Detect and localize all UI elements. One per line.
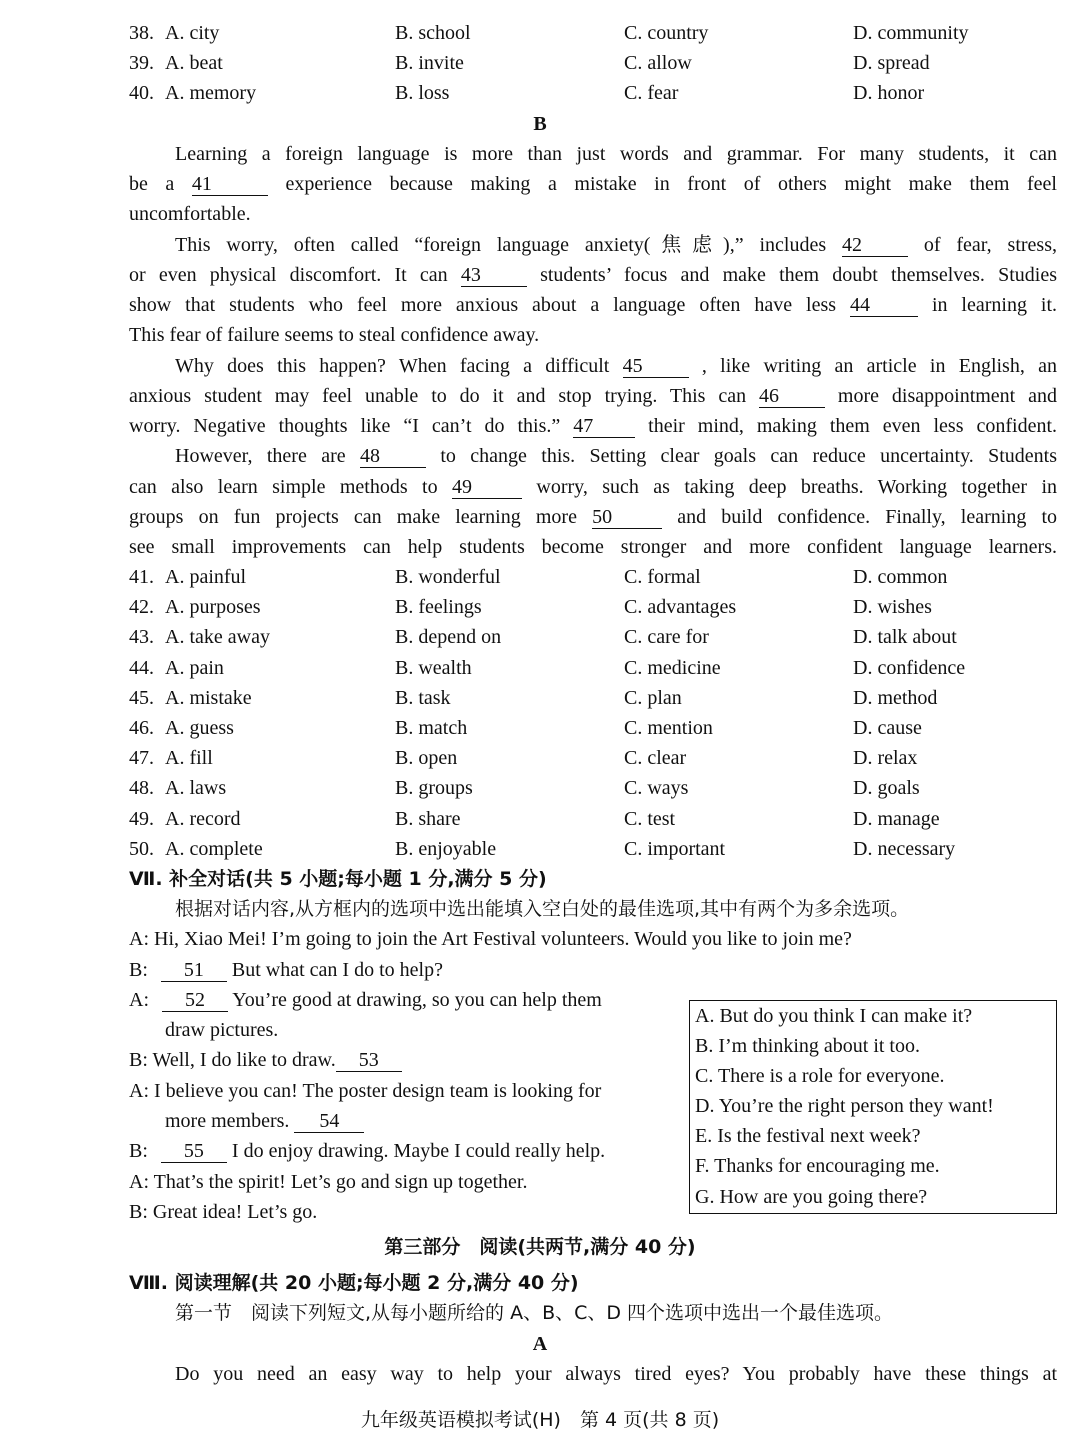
box-option: A. But do you think I can make it?	[695, 1005, 973, 1027]
reading-a-line: Do you need an easy way to help your always tired eyes? You probably have these things at	[175, 1363, 1057, 1385]
passage-line: see small improvements can help students become stronger and more confident language learners.	[129, 536, 1057, 558]
question-number: 44.	[129, 656, 154, 679]
passage-line: anxious student may feel unable to do it and stop trying. This can 46 more disappointment and	[129, 385, 1058, 407]
section-7-heading: Ⅶ. 补全对话(共 5 小题;每小题 1 分,满分 5 分)	[129, 868, 547, 890]
option-c: C. country	[624, 22, 709, 44]
option-c: C. plan	[624, 686, 682, 709]
blank-45: 45	[623, 355, 689, 378]
option-d: D. cause	[853, 717, 922, 739]
page-footer: 九年级英语模拟考试(H) 第 4 页(共 8 页)	[360, 1409, 720, 1431]
blank-43: 43	[461, 264, 527, 287]
passage-line: However, there are 48 to change this. Setting clear goals can reduce uncertainty. Students	[175, 445, 1058, 467]
option-b: B. groups	[395, 777, 473, 800]
question-number: 39.	[129, 52, 154, 75]
option-b: B. wonderful	[395, 566, 501, 588]
option-c: C. advantages	[624, 596, 737, 619]
option-b: B. share	[395, 807, 461, 830]
option-c: C. allow	[624, 52, 692, 75]
passage-line: show that students who feel more anxious about a language often have less 44 in learning it.	[129, 294, 1058, 316]
option-b: B. enjoyable	[395, 837, 497, 860]
option-b: B. depend on	[395, 626, 502, 649]
section-8-heading: Ⅷ. 阅读理解(共 20 小题;每小题 2 分,满分 40 分)	[129, 1272, 579, 1294]
section-8-instruction: 第一节 阅读下列短文,从每小题所给的 A、B、C、D 四个选项中选出一个最佳选项。	[175, 1302, 894, 1324]
reading-a-title: A	[532, 1333, 548, 1355]
option-c: C. care for	[624, 626, 709, 649]
option-d: D. manage	[853, 807, 940, 830]
option-a: A. painful	[165, 566, 247, 588]
option-c: C. important	[624, 837, 726, 860]
dialogue-line: draw pictures.	[165, 1019, 279, 1041]
option-c: C. medicine	[624, 656, 721, 679]
option-d: D. method	[853, 686, 938, 709]
question-number: 47.	[129, 747, 154, 770]
option-d: D. relax	[853, 747, 918, 770]
box-option: E. Is the festival next week?	[695, 1125, 921, 1147]
option-b: B. open	[395, 747, 458, 770]
dialogue-line: B: 51 But what can I do to help?	[129, 959, 443, 981]
option-b: B. wealth	[395, 656, 472, 679]
option-b: B. invite	[395, 52, 464, 75]
option-d: D. wishes	[853, 596, 932, 619]
option-d: D. necessary	[853, 837, 956, 860]
blank-46: 46	[759, 385, 825, 408]
passage-line: Learning a foreign language is more than just words and grammar. For many students, it can	[175, 143, 1057, 165]
box-option: F. Thanks for encouraging me.	[695, 1155, 940, 1177]
option-d: D. community	[853, 22, 969, 44]
option-c: C. clear	[624, 747, 687, 770]
passage-line: can also learn simple methods to 49 worry, such as taking deep breaths. Working together in	[129, 476, 1058, 498]
blank-44: 44	[850, 294, 918, 317]
question-number: 43.	[129, 626, 154, 649]
option-b: B. school	[395, 22, 471, 44]
option-d: D. talk about	[853, 626, 957, 649]
option-d: D. honor	[853, 82, 925, 105]
option-a: A. pain	[165, 656, 224, 679]
box-option: D. You’re the right person they want!	[695, 1095, 994, 1117]
blank-52: 52	[162, 989, 228, 1012]
dialogue-line: B: 55 I do enjoy drawing. Maybe I could really help.	[129, 1140, 606, 1162]
option-d: D. confidence	[853, 656, 966, 679]
blank-54: 54	[294, 1110, 364, 1133]
option-a: A. memory	[165, 82, 257, 105]
option-b: B. match	[395, 717, 468, 739]
box-option: G. How are you going there?	[695, 1186, 928, 1208]
part-3-heading: 第三部分 阅读(共两节,满分 40 分)	[384, 1236, 696, 1258]
option-c: C. ways	[624, 777, 689, 800]
question-number: 38.	[129, 22, 154, 44]
option-a: A. beat	[165, 52, 223, 75]
box-option: C. There is a role for everyone.	[695, 1065, 945, 1087]
option-b: B. loss	[395, 82, 450, 105]
dialogue-line: A: That’s the spirit! Let’s go and sign up together.	[129, 1171, 528, 1193]
option-a: A. complete	[165, 837, 263, 860]
section-7-instruction: 根据对话内容,从方框内的选项中选出能填入空白处的最佳选项,其中有两个为多余选项。	[175, 898, 910, 920]
section-b-title: B	[533, 113, 547, 135]
option-a: A. record	[165, 807, 241, 830]
dialogue-line: A: 52 You’re good at drawing, so you can help them	[129, 989, 602, 1011]
question-number: 50.	[129, 837, 154, 860]
passage-line: be a 41 experience because making a mistake in front of others might make them feel	[129, 173, 1057, 195]
blank-42: 42	[842, 234, 908, 257]
passage-line: Why does this happen? When facing a difficult 45 , like writing an article in English, an	[175, 355, 1057, 377]
question-number: 40.	[129, 82, 154, 105]
dialogue-options-box	[689, 1000, 1057, 1214]
question-number: 48.	[129, 777, 154, 800]
option-b: B. task	[395, 686, 451, 709]
option-a: A. mistake	[165, 686, 252, 709]
question-number: 46.	[129, 717, 154, 739]
option-d: D. goals	[853, 777, 920, 800]
blank-49: 49	[452, 476, 522, 499]
option-c: C. mention	[624, 717, 713, 739]
question-number: 45.	[129, 686, 154, 709]
blank-51: 51	[161, 959, 227, 982]
option-d: D. spread	[853, 52, 930, 75]
dialogue-line: more members. 54	[165, 1106, 364, 1136]
question-number: 41.	[129, 566, 154, 588]
option-a: A. purposes	[165, 596, 261, 619]
box-option: B. I’m thinking about it too.	[695, 1035, 920, 1057]
dialogue-line: A: Hi, Xiao Mei! I’m going to join the Art Festival volunteers. Would you like to join me?	[129, 928, 852, 950]
option-a: A. laws	[165, 777, 227, 800]
passage-line: uncomfortable.	[129, 203, 251, 225]
blank-50: 50	[592, 506, 662, 529]
option-c: C. formal	[624, 566, 701, 588]
option-a: A. city	[165, 22, 220, 44]
option-c: C. test	[624, 807, 676, 830]
question-number: 49.	[129, 807, 154, 830]
blank-48: 48	[360, 445, 426, 468]
dialogue-line: A: I believe you can! The poster design team is looking for	[129, 1080, 602, 1102]
blank-47: 47	[573, 415, 635, 438]
blank-53: 53	[336, 1049, 402, 1072]
question-number: 42.	[129, 596, 154, 619]
passage-line: This fear of failure seems to steal confidence away.	[129, 324, 540, 346]
option-a: A. fill	[165, 747, 213, 770]
blank-55: 55	[161, 1140, 227, 1163]
passage-line: worry. Negative thoughts like “I can’t do this.” 47 their mind, making them even less confident.	[129, 415, 1057, 437]
option-c: C. fear	[624, 82, 679, 105]
option-d: D. common	[853, 566, 948, 588]
blank-41: 41	[192, 173, 268, 196]
option-b: B. feelings	[395, 596, 482, 619]
passage-line: or even physical discomfort. It can 43 students’ focus and make them doubt themselves. Studies	[129, 264, 1058, 286]
dialogue-line: B: Well, I do like to draw. 53	[129, 1045, 402, 1075]
passage-line: groups on fun projects can make learning more 50 and build confidence. Finally, learning to	[129, 506, 1058, 528]
passage-line: This worry, often called “foreign language anxiety(焦虑),” includes 42 of fear, stress,	[175, 234, 1057, 256]
option-a: A. guess	[165, 717, 234, 739]
dialogue-line: B: Great idea! Let’s go.	[129, 1201, 318, 1223]
option-a: A. take away	[165, 626, 270, 649]
